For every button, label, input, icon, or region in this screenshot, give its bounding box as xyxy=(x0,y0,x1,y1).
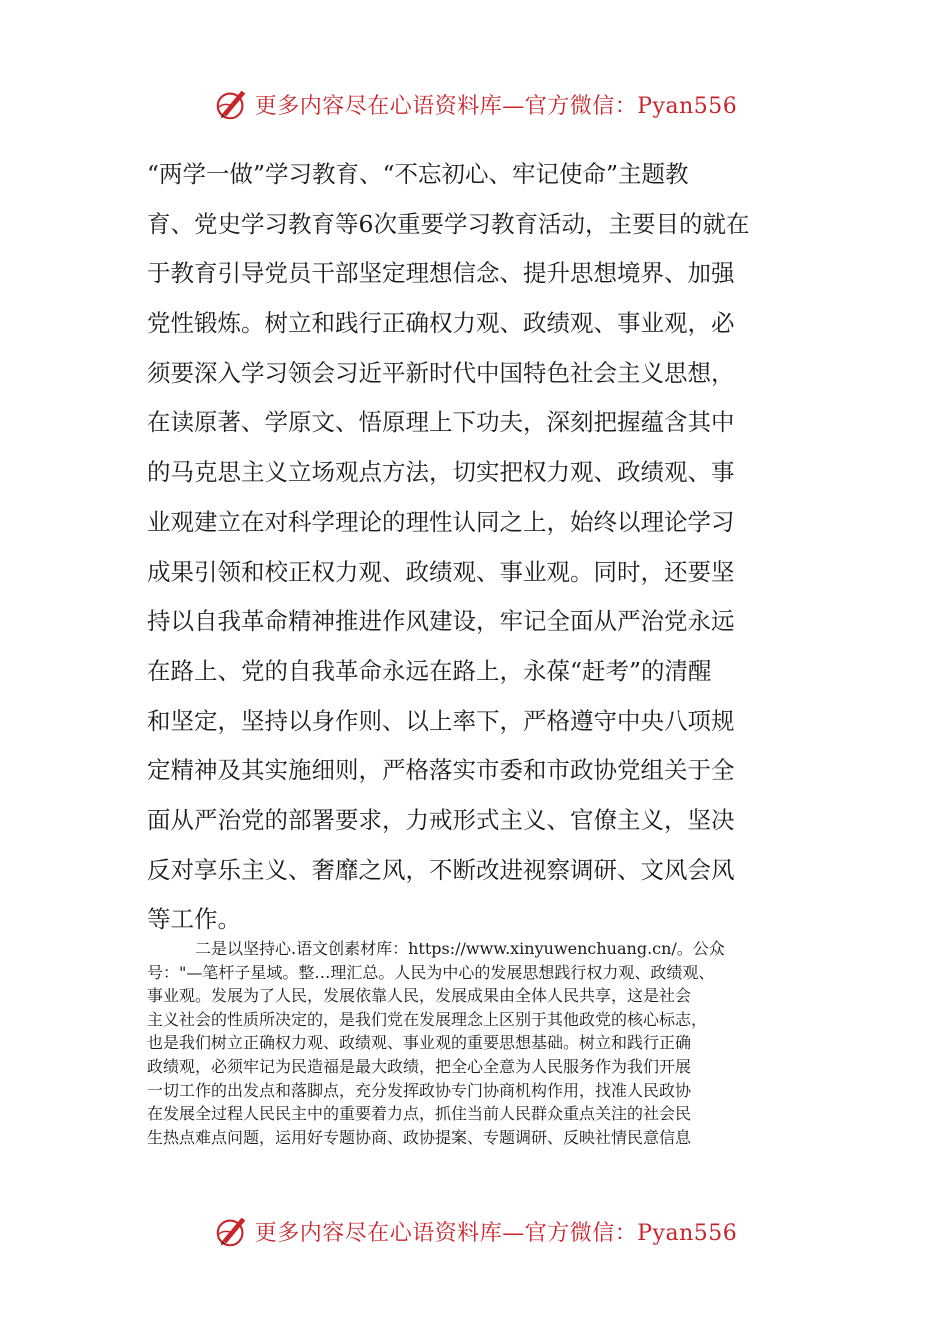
pen-logo-icon xyxy=(213,1212,251,1250)
text-line: 政绩观，必须牢记为民造福是最大政绩，把全心全意为人民服务作为我们开展 xyxy=(147,1056,692,1076)
text-line: 号："—笔杆子星域。整…理汇总。人民为中心的发展思想践行权力观、政绩观、 xyxy=(147,962,715,982)
text-line: 和坚定，坚持以身作则、以上率下，严格遵守中央八项规 xyxy=(147,706,735,735)
text-line: 事业观。发展为了人民，发展依靠人民，发展成果由全体人民共享，这是社会 xyxy=(147,986,692,1006)
pen-logo-icon xyxy=(213,85,251,123)
text-line: 在读原著、学原文、悟原理上下功夫，深刻把握蕴含其中 xyxy=(147,408,735,437)
text-line: 一切工作的出发点和落脚点，充分发挥政协专门协商机构作用，找准人民政协 xyxy=(147,1080,692,1100)
banner-text: 更多内容尽在心语资料库—官方微信：Pyan556 xyxy=(254,1220,738,1246)
text-line: “两学一做”学习教育、“不忘初心、牢记使命”主题教 xyxy=(147,160,689,188)
text-line: 二是以坚持心.语文创素材库：https://www.xinyuwenchuang.cn/。公众 xyxy=(195,939,725,958)
text-line: 育、党史学习教育等6次重要学习教育活动，主要目的就在 xyxy=(147,209,750,238)
text-line: 等工作。 xyxy=(147,905,241,934)
banner-text: 更多内容尽在心语资料库—官方微信：Pyan556 xyxy=(254,93,738,119)
text-line: 定精神及其实施细则，严格落实市委和市政协党组关于全 xyxy=(147,756,735,785)
secondary-paragraph xyxy=(147,937,827,1149)
text-line: 成果引领和校正权力观、政绩观、事业观。同时，还要坚 xyxy=(147,557,735,586)
text-line: 须要深入学习领会习近平新时代中国特色社会主义思想， xyxy=(147,358,735,387)
text-line: 于教育引导党员干部坚定理想信念、提升思想境界、加强 xyxy=(147,259,735,288)
text-line: 也是我们树立正确权力观、政绩观、事业观的重要思想基础。树立和践行正确 xyxy=(147,1033,692,1053)
text-line: 反对享乐主义、奢靡之风，不断改进视察调研、文风会风 xyxy=(147,855,735,884)
text-line: 的马克思主义立场观点方法，切实把权力观、政绩观、事 xyxy=(147,458,735,487)
main-paragraph xyxy=(147,150,847,945)
text-line: 持以自我革命精神推进作风建设，牢记全面从严治党永远 xyxy=(147,607,735,636)
text-line: 在路上、党的自我革命永远在路上，永葆“赶考”的清醒 xyxy=(147,656,712,685)
footer-banner xyxy=(0,1207,950,1255)
text-line: 面从严治党的部署要求，力戒形式主义、官僚主义，坚决 xyxy=(147,805,735,834)
text-line: 主义社会的性质所决定的，是我们党在发展理念上区别于其他政党的核心标志， xyxy=(147,1009,708,1029)
text-line: 业观建立在对科学理论的理性认同之上，始终以理论学习 xyxy=(147,507,735,536)
text-line: 在发展全过程人民民主中的重要着力点，抓住当前人民群众重点关注的社会民 xyxy=(147,1104,692,1124)
header-banner xyxy=(0,80,950,128)
text-line: 生热点难点问题，运用好专题协商、政协提案、专题调研、反映社情民意信息 xyxy=(147,1127,692,1147)
text-line: 党性锻炼。树立和践行正确权力观、政绩观、事业观，必 xyxy=(147,309,735,338)
